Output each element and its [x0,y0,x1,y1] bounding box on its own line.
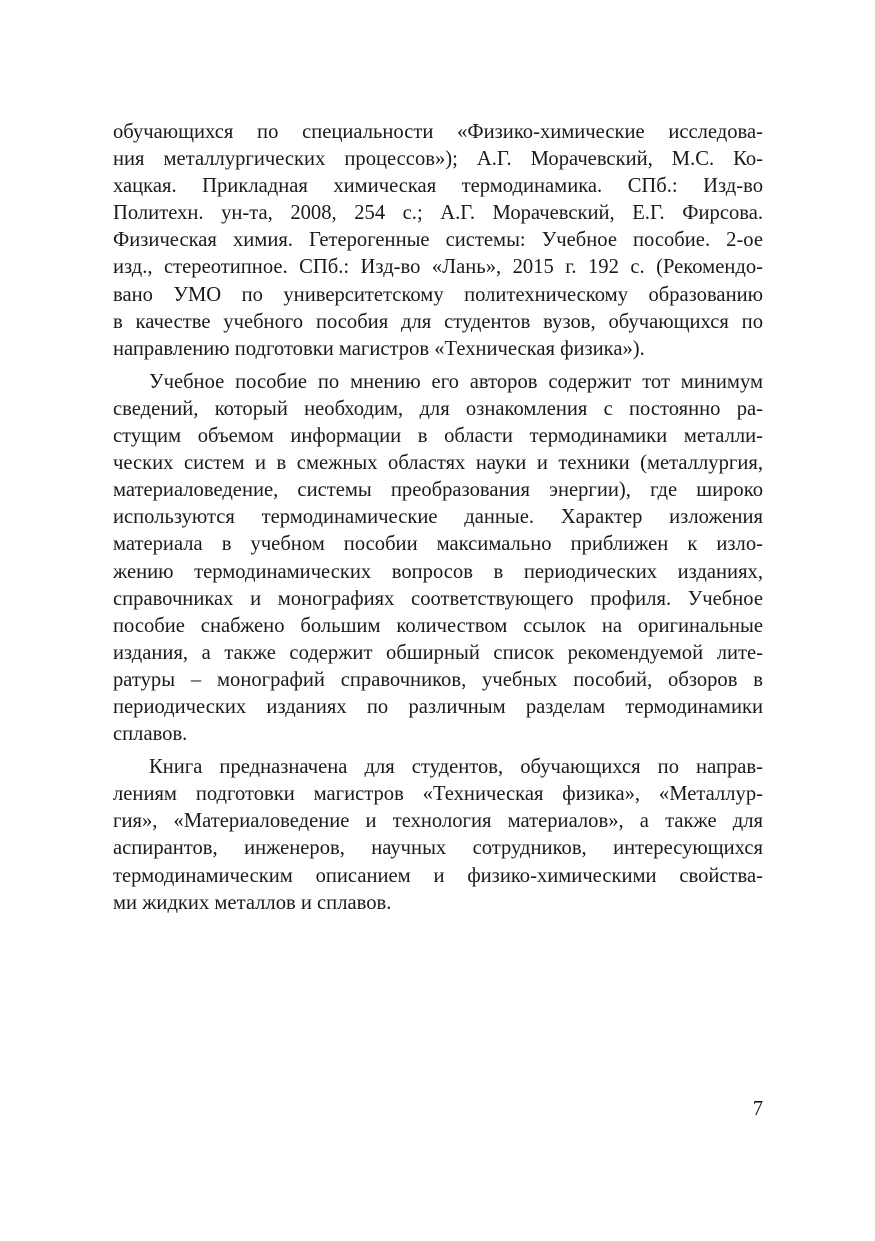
text-line: вано УМО по университетскому политехническому образованию [113,283,763,306]
text-line: аспирантов, инженеров, научных сотрудников, интересующихся [113,837,763,860]
text-line: используются термодинамические данные. Характер изложения [113,506,763,529]
text-line: материала в учебном пособии максимально приближен к изло- [113,533,763,556]
paragraph-3 [113,754,763,917]
text-line: направлению подготовки магистров «Техническая физика»). [113,337,645,360]
text-line: сплавов. [113,723,188,746]
text-line: хацкая. Прикладная химическая термодинамика. СПб.: Изд-во [113,175,763,198]
text-line: справочниках и монографиях соответствующего профиля. Учебное [113,587,763,610]
text-line: Физическая химия. Гетерогенные системы: Учебное пособие. 2-ое [113,229,763,252]
text-line: жению термодинамических вопросов в периодических изданиях, [113,560,763,583]
text-line: термодинамическим описанием и физико-химическими свойства- [113,864,763,887]
body-text [113,119,763,917]
text-line: ми жидких металлов и сплавов. [113,891,392,914]
paragraph-2 [113,369,763,748]
text-line: ния металлургических процессов»); А.Г. Морачевский, М.С. Ко- [113,148,763,171]
text-line: сведений, который необходим, для ознакомления с постоянно ра- [113,397,763,420]
text-line: изд., стереотипное. СПб.: Изд-во «Лань», 2015 г. 192 с. (Рекомендо- [113,256,763,279]
text-line: периодических изданиях по различным разделам термодинамики [113,695,763,718]
text-line: в качестве учебного пособия для студентов вузов, обучающихся по [113,310,763,333]
page-number: 7 [752,1098,763,1120]
text-line: Книга предназначена для студентов, обучающихся по направ- [149,756,763,779]
text-line: гия», «Материаловедение и технология материалов», а также для [113,810,763,833]
text-line: обучающихся по специальности «Физико-химические исследова- [113,121,763,143]
text-line: Учебное пособие по мнению его авторов содержит тот минимум [149,370,763,393]
text-line: издания, а также содержит обширный список рекомендуемой лите- [113,641,763,664]
text-line: лениям подготовки магистров «Техническая физика», «Металлур- [113,783,763,806]
text-line: Политехн. ун-та, 2008, 254 с.; А.Г. Морачевский, Е.Г. Фирсова. [113,202,763,225]
text-line: стущим объемом информации в области термодинамики металли- [113,425,763,448]
text-line: материаловедение, системы преобразования энергии), где широко [113,479,763,502]
text-line: ратуры – монографий справочников, учебных пособий, обзоров в [113,668,763,691]
paragraph-1 [113,119,763,363]
text-line: пособие снабжено большим количеством ссылок на оригинальные [113,614,763,637]
text-line: ческих систем и в смежных областях науки и техники (металлургия, [113,452,763,475]
